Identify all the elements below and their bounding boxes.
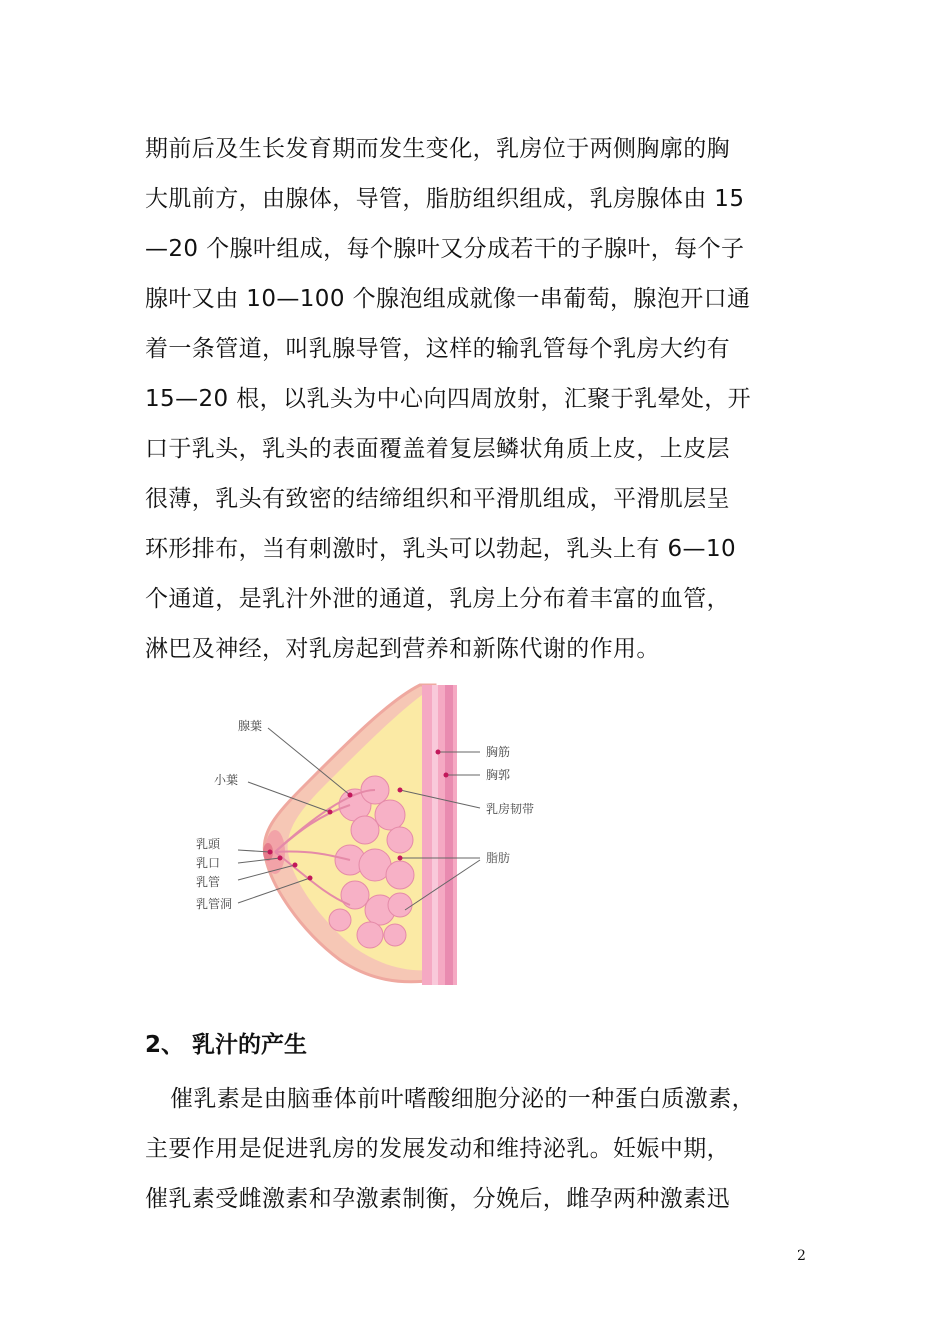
text-line: 期前后及生长发育期而发生变化，乳房位于两侧胸廓的胸 [145, 136, 730, 162]
chest-wall-stripe [432, 685, 438, 985]
text-line: 口于乳头，乳头的表面覆盖着复层鳞状角质上皮，上皮层 [145, 436, 730, 462]
label-duct-sinus: 乳管洞 [196, 897, 233, 911]
breast-anatomy-diagram [190, 680, 560, 990]
label-lobule: 小葉 [214, 773, 239, 787]
text-line: 环形排布，当有刺激时，乳头可以勃起，乳头上有 6—10 [145, 536, 737, 562]
body-paragraph-2 [145, 1074, 835, 1224]
page-number: 2 [797, 1248, 806, 1264]
text-line: 催乳素受雌激素和孕激素制衡，分娩后，雌孕两种激素迅 [145, 1186, 730, 1212]
label-nipple: 乳頭 [196, 837, 221, 851]
label-milk-duct: 乳管 [196, 875, 221, 889]
text-line: 催乳素是由脑垂体前叶嗜酸细胞分泌的一种蛋白质激素， [170, 1086, 755, 1112]
label-gland-lobe: 腺葉 [238, 719, 263, 733]
text-line: 很薄，乳头有致密的结缔组织和平滑肌组成，平滑肌层呈 [145, 486, 730, 512]
anatomy-illustration [190, 680, 560, 990]
text-line: 个通道，是乳汁外泄的通道，乳房上分布着丰富的血管， [145, 586, 730, 612]
label-rib-cage: 胸郭 [486, 768, 511, 782]
text-line: 淋巴及神经，对乳房起到营养和新陈代谢的作用。 [145, 636, 660, 662]
section-heading: 2、 乳汁的产生 [145, 1032, 308, 1058]
text-line: 腺叶又由 10—100 个腺泡组成就像一串葡萄，腺泡开口通 [145, 286, 751, 312]
text-line: 15—20 根，以乳头为中心向四周放射，汇聚于乳晕处，开 [145, 386, 752, 412]
text-line: 着一条管道，叫乳腺导管，这样的输乳管每个乳房大约有 [145, 336, 730, 362]
label-suspensory-ligament: 乳房韧带 [486, 802, 535, 816]
text-line: —20 个腺叶组成，每个腺叶又分成若干的子腺叶，每个子 [145, 236, 745, 262]
label-chest-muscle: 胸筋 [486, 745, 511, 759]
label-fat: 脂肪 [486, 851, 511, 865]
chest-wall-stripe [445, 685, 453, 985]
text-line: 主要作用是促进乳房的发展发动和维持泌乳。妊娠中期， [145, 1136, 730, 1162]
text-line: 大肌前方，由腺体，导管，脂肪组织组成，乳房腺体由 15 [145, 186, 745, 212]
body-paragraph-1 [145, 124, 815, 674]
label-nipple-opening: 乳口 [196, 856, 221, 870]
